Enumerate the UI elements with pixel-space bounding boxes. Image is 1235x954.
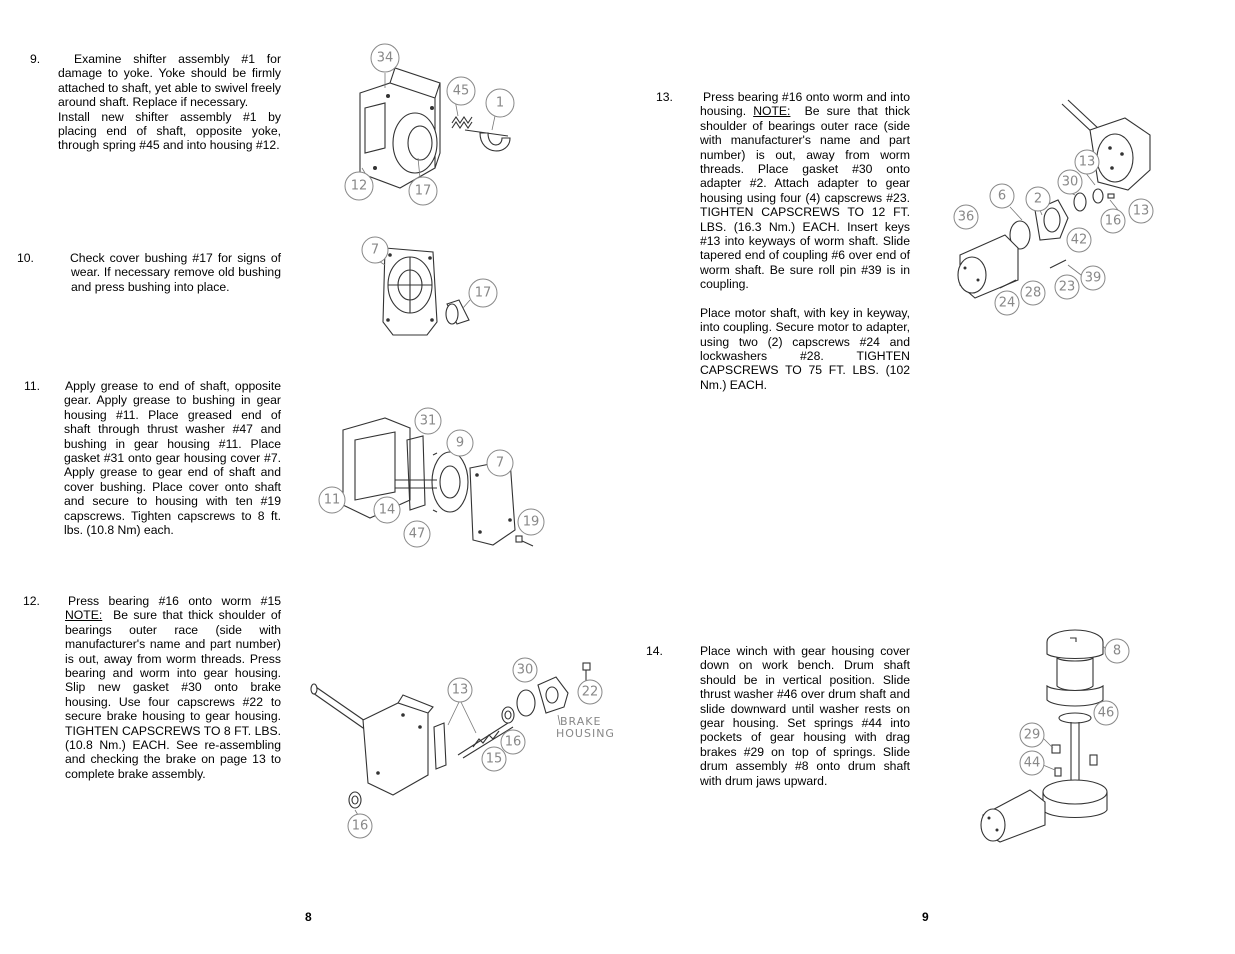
note-label: NOTE: bbox=[65, 608, 103, 623]
capscrew-drawing bbox=[583, 663, 590, 681]
callout-label: 7 bbox=[495, 455, 505, 471]
callout-label: 13 bbox=[1078, 154, 1096, 170]
callout-label: 14 bbox=[378, 502, 396, 518]
figure-drum-assembly bbox=[975, 620, 1135, 845]
callout-label: 2 bbox=[1033, 191, 1043, 207]
callout bbox=[990, 184, 1014, 208]
callout-label: 17 bbox=[414, 183, 432, 199]
motor-drawing bbox=[958, 235, 1018, 298]
callout bbox=[415, 408, 441, 434]
step-number: 14. bbox=[646, 644, 663, 658]
callout bbox=[362, 237, 388, 263]
callout-label: 34 bbox=[376, 50, 394, 66]
page-number-left: 8 bbox=[305, 910, 312, 924]
callout-label: 19 bbox=[522, 514, 540, 530]
callout-label: 22 bbox=[581, 684, 599, 700]
bearing-drawing bbox=[502, 707, 514, 723]
drag-brake-drawing bbox=[1052, 745, 1097, 776]
step-12 bbox=[23, 594, 281, 781]
note-label: NOTE: bbox=[753, 104, 791, 119]
callout bbox=[1075, 150, 1099, 174]
callout bbox=[954, 205, 978, 229]
callout-label: 9 bbox=[455, 435, 465, 451]
callout-label: 8 bbox=[1112, 643, 1122, 659]
step-number: 12. bbox=[23, 594, 40, 608]
callout-label: 6 bbox=[997, 188, 1007, 204]
callout bbox=[1020, 751, 1044, 775]
figure-cover-bushing bbox=[355, 230, 515, 350]
callout-label: 1 bbox=[495, 95, 505, 111]
callout bbox=[1129, 199, 1153, 223]
drum-shaft-drawing bbox=[1071, 722, 1079, 788]
callout-label: 23 bbox=[1058, 279, 1076, 295]
callout bbox=[447, 77, 475, 105]
callout-label: 44 bbox=[1023, 755, 1041, 771]
callout bbox=[447, 430, 473, 456]
callout bbox=[1020, 723, 1044, 747]
step-text-2: Install new shifter assembly #1 by placing end of shaft, opposite yoke, through spring #45 and into housing #12. bbox=[58, 109, 281, 153]
callout bbox=[1021, 281, 1045, 305]
figure-worm-brake-housing bbox=[308, 655, 618, 840]
callout-label: 28 bbox=[1024, 285, 1042, 301]
callout-label: 13 bbox=[1132, 203, 1150, 219]
callout-label: 15 bbox=[485, 751, 503, 767]
callout-label: 30 bbox=[516, 662, 534, 678]
callout bbox=[469, 279, 497, 307]
step-text: Press bearing #16 onto worm and into housing. bbox=[700, 90, 910, 119]
callout-label: 39 bbox=[1084, 270, 1102, 286]
callout bbox=[518, 509, 544, 535]
figure-motor-adapter bbox=[950, 90, 1150, 320]
callout bbox=[486, 89, 514, 117]
callout-label: 11 bbox=[323, 492, 341, 508]
callout-label: 29 bbox=[1023, 727, 1041, 743]
callout-label: 31 bbox=[419, 413, 437, 429]
gasket-drawing bbox=[1074, 193, 1086, 211]
callout bbox=[995, 291, 1019, 315]
callout-label: 17 bbox=[474, 285, 492, 301]
callout bbox=[348, 814, 372, 838]
step-number: 13. bbox=[656, 90, 673, 104]
shifter-drawing bbox=[465, 130, 510, 151]
step-text-2: Place motor shaft, with key in keyway, into coupling. Secure motor to adapter, using two (2) capscrews #24 and lockwashers #28. TIGHTEN CAPSCREWS TO 75 FT. LBS. (102 Nm.) EACH. bbox=[700, 305, 910, 392]
brake-housing-drawing bbox=[538, 677, 568, 713]
cover-drawing bbox=[383, 248, 437, 335]
callout bbox=[513, 658, 537, 682]
step-14 bbox=[646, 644, 910, 788]
callout-label: 13 bbox=[451, 682, 469, 698]
callout bbox=[1105, 639, 1129, 663]
step-text: Examine shifter assembly #1 for damage to yoke. Yoke should be firmly attached to shaft, yet able to swivel freely around shaft. Replace if necessary. bbox=[58, 52, 281, 110]
step-9 bbox=[30, 52, 281, 153]
callout bbox=[371, 44, 399, 72]
bearing-drawing bbox=[1093, 189, 1103, 203]
step-13 bbox=[656, 90, 910, 392]
housing-drawing bbox=[363, 695, 433, 795]
callout bbox=[1094, 701, 1118, 725]
callout bbox=[578, 680, 602, 704]
callout bbox=[409, 177, 437, 205]
figure-gear-housing-cover bbox=[315, 400, 555, 560]
callout-label: 36 bbox=[957, 209, 975, 225]
housing-drawing bbox=[1090, 118, 1150, 190]
callout-label: 24 bbox=[998, 295, 1016, 311]
step-text: Check cover bushing #17 for signs of wear. If necessary remove old bushing and press bushing into place. bbox=[70, 251, 281, 294]
callout-label: 16 bbox=[351, 818, 369, 834]
callout-label: 42 bbox=[1070, 232, 1088, 248]
key-drawing bbox=[1108, 194, 1114, 198]
callout-label: 12 bbox=[350, 178, 368, 194]
callout bbox=[345, 172, 373, 200]
bottom-bearing-drawing bbox=[349, 792, 361, 808]
step-number: 11. bbox=[24, 379, 41, 393]
thrust-washer-drawing bbox=[1059, 713, 1091, 723]
brake-housing-label-line2: HOUSING bbox=[556, 727, 615, 740]
callout-label: 47 bbox=[408, 526, 426, 542]
callout-label: 30 bbox=[1061, 174, 1079, 190]
callout-label: 16 bbox=[1104, 213, 1122, 229]
callout bbox=[501, 730, 525, 754]
step-number: 10. bbox=[17, 251, 34, 265]
callout bbox=[1081, 266, 1105, 290]
gasket-30-drawing bbox=[517, 690, 535, 716]
callout bbox=[1101, 209, 1125, 233]
brake-housing-label-line1: BRAKE bbox=[560, 715, 602, 728]
step-number: 9. bbox=[30, 52, 41, 66]
callout bbox=[319, 487, 345, 513]
step-text: Place winch with gear housing cover down on work bench. Drum shaft should be in vertical position. Slide thrust washer #46 over drum shaft and slide downward until washer rests on gear housing. Set springs #44 into pockets of gear housing with drag brakes #29 on top of springs. Slide drum assembly #8 onto drum shaft with drum jaws upward. bbox=[700, 644, 910, 788]
callout bbox=[1026, 187, 1050, 211]
step-text-after-note: Be sure that thick shoulder of bearings outer race (side with manufacturer's name and part number) is out, away from worm threads. Place gasket #30 onto adapter #2. Attach adapter to gear housing using four (4) capscrews #23. TIGHTEN CAPSCREWS TO 12 FT. LBS. (16.3 Nm.) EACH. Insert keys #13 into keyways of worm shaft. Slide tapered end of coupling #6 over end of worm shaft. Be sure roll pin #39 is in coupling. bbox=[700, 104, 910, 292]
callout-label: 45 bbox=[452, 83, 470, 99]
callout-label: 46 bbox=[1097, 705, 1115, 721]
page-number-right: 9 bbox=[922, 910, 929, 924]
callout bbox=[1058, 170, 1082, 194]
callout bbox=[374, 497, 400, 523]
spring-drawing bbox=[452, 117, 472, 128]
callout bbox=[1067, 228, 1091, 252]
callout bbox=[1055, 275, 1079, 299]
step-11 bbox=[24, 379, 281, 538]
callout-label: 16 bbox=[504, 734, 522, 750]
gear-housing-drawing bbox=[360, 68, 440, 188]
gear-housing-drawing bbox=[1043, 780, 1107, 818]
step-text: Apply grease to end of shaft, opposite gear. Apply grease to bushing in gear housing #11. Place greased end of shaft through thrust washer #47 and bushing in gear housing #11. Place gasket #31 onto gear housing cover #7. Apply grease to gear end of shaft and cover bushing. Place cover onto shaft and secure to housing with ten #19 capscrews. Tighten capscrews to 8 ft. lbs. (10.8 Nm) each. bbox=[64, 379, 281, 538]
step-10 bbox=[17, 251, 281, 294]
capscrew-drawing bbox=[516, 536, 533, 546]
figure-shifter-assembly bbox=[340, 38, 530, 213]
gasket-drawing bbox=[434, 723, 446, 769]
callout bbox=[404, 521, 430, 547]
callout-label: 7 bbox=[370, 242, 380, 258]
step-text-after-note: Be sure that thick shoulder of bearings outer race (side with manufacturer's name and part number) is out, away from worm threads. Press bearing and worm into gear housing. Slip new gasket #30 onto brake housing. Use four capscrews #22 to secure brake housing to gear housing. TIGHTEN CAPSCREWS TO 8 FT. LBS. (10.8 Nm.) EACH. See re-assembling and checking the brake on page 13 to complete brake assembly. bbox=[65, 608, 281, 781]
callout bbox=[448, 678, 472, 702]
callout bbox=[487, 450, 513, 476]
motor-drawing bbox=[981, 790, 1045, 842]
drum-drawing bbox=[1047, 630, 1103, 706]
callout bbox=[482, 747, 506, 771]
bushing-drawing bbox=[446, 300, 469, 324]
step-text: Press bearing #16 onto worm #15 bbox=[68, 594, 281, 608]
